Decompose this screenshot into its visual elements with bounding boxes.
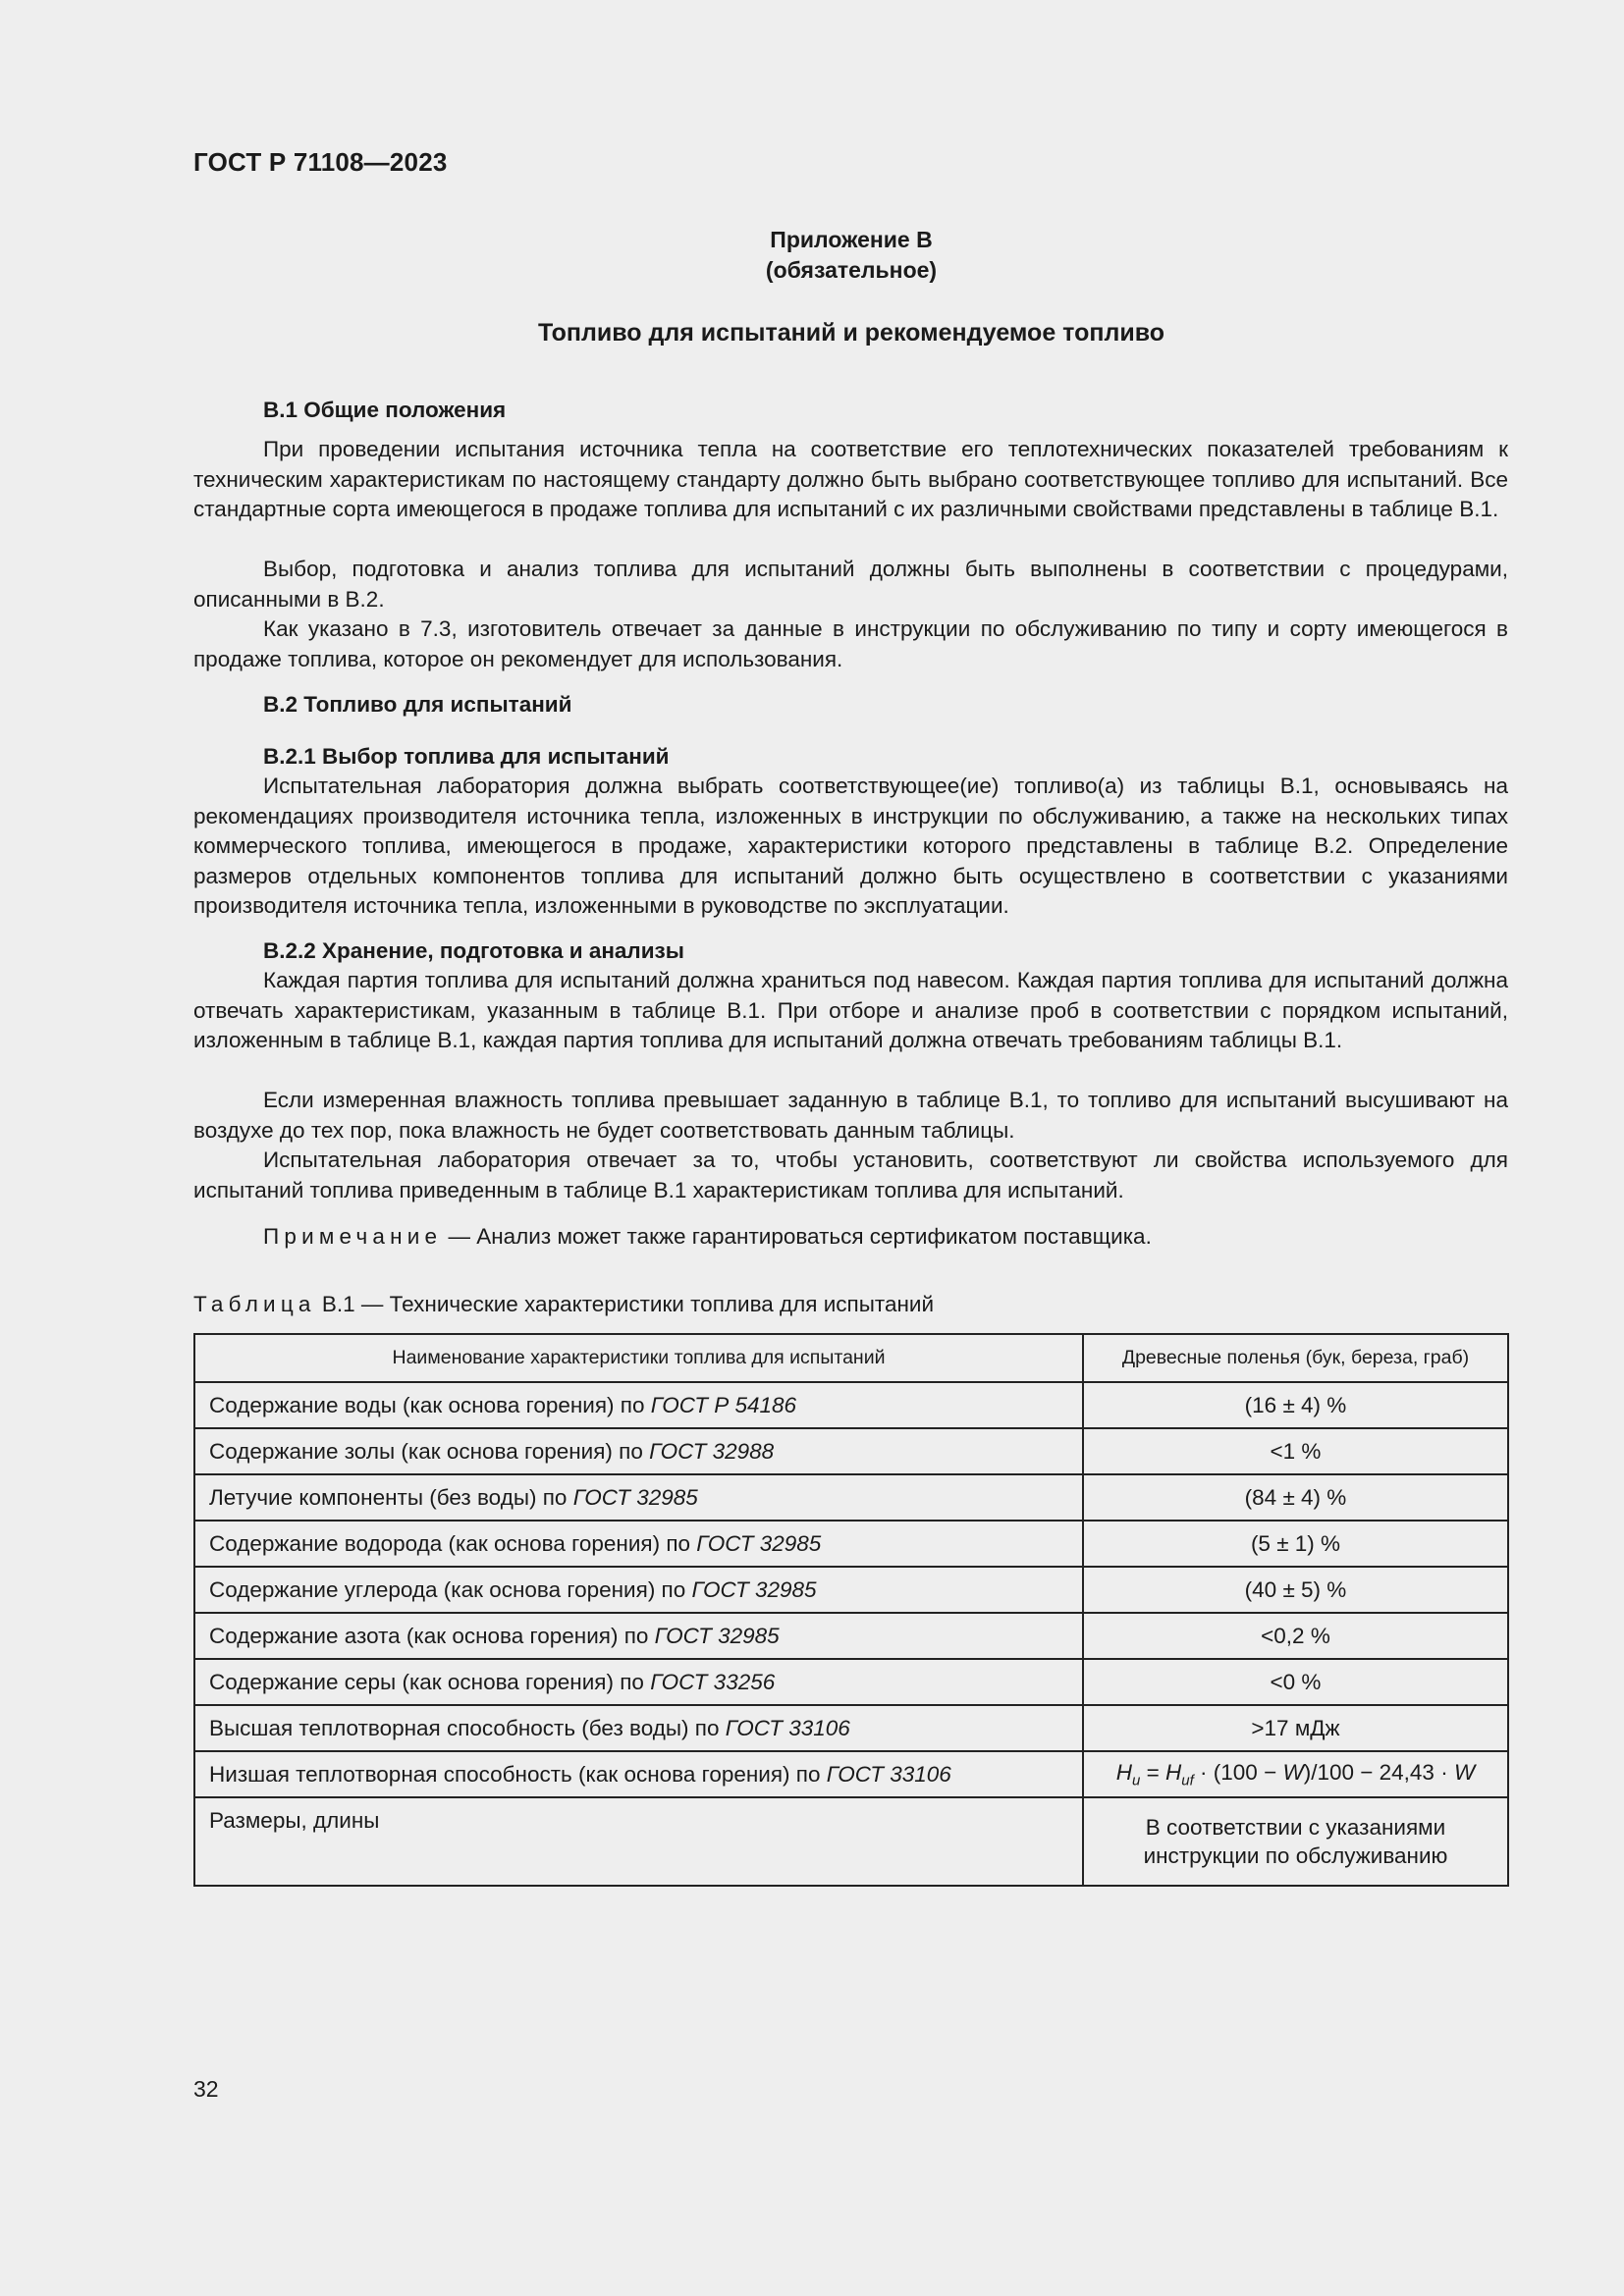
table-cell-name: Содержание воды (как основа горения) по ГОСТ Р 54186	[194, 1382, 1083, 1428]
table-row	[194, 1613, 1508, 1659]
table-header-fuel: Древесные поленья (бук, береза, граб)	[1083, 1334, 1508, 1382]
note	[263, 1224, 1152, 1250]
table-cell-value: (5 ± 1) %	[1083, 1521, 1508, 1567]
table-row	[194, 1751, 1508, 1797]
document-code: ГОСТ Р 71108—2023	[193, 147, 448, 177]
standard-reference: ГОСТ 32988	[649, 1438, 775, 1464]
table-row	[194, 1705, 1508, 1751]
table-row	[194, 1382, 1508, 1428]
table-cell-name: Высшая теплотворная способность (без воды) по ГОСТ 33106	[194, 1705, 1083, 1751]
standard-reference: ГОСТ 33106	[725, 1715, 850, 1740]
section-b1-paragraph-3: Как указано в 7.3, изготовитель отвечает за данные в инструкции по обслуживанию по типу и сорту имеющегося в продаже топлива, которое он рекомендует для использования.	[193, 616, 1508, 671]
net-calorific-formula: $H_u = H_{uf} \cdot (100 - W)/100 - 24,43 \cdot W$	[1083, 1751, 1508, 1797]
section-b21-paragraph: Испытательная лаборатория должна выбрать соответствующее(ие) топливо(а) из таблицы В.1, основываясь на рекомендациях производителя источника тепла, изложенных в инструкции по обслуживанию, а также на нескольких типах коммерческого топлива, имеющегося в продаже, характеристики которого представлены в таблице В.2. Определение размеров отдельных компонентов топлива для испытаний должно быть осуществлено в соответствии с указаниями производителя источника тепла, изложенными в руководстве по эксплуатации.	[193, 774, 1508, 918]
section-b22-paragraph-1: Каждая партия топлива для испытаний должна храниться под навесом. Каждая партия топлива для испытаний должна отвечать характеристикам, указанным в таблице В.1. При отборе и анализе проб в соответствии с порядком испытаний, изложенным в таблице В.1, каждая партия топлива для испытаний должна отвечать требованиям таблицы В.1.	[193, 968, 1508, 1052]
page-number: 32	[193, 2076, 219, 2102]
section-b2-heading: В.2 Топливо для испытаний	[263, 692, 572, 717]
standard-reference: ГОСТ 32985	[691, 1576, 817, 1602]
standard-reference: ГОСТ 32985	[572, 1484, 698, 1510]
table-cell-name: Содержание водорода (как основа горения) по ГОСТ 32985	[194, 1521, 1083, 1567]
table-cell-name: Размеры, длины	[194, 1797, 1083, 1886]
standard-reference: ГОСТ 33256	[650, 1669, 776, 1694]
table-cell-value: В соответствии с указаниями инструкции по обслуживанию	[1083, 1797, 1508, 1886]
section-b21-heading: В.2.1 Выбор топлива для испытаний	[263, 744, 670, 769]
section-b22-paragraph-2: Если измеренная влажность топлива превышает заданную в таблице В.1, то топливо для испытаний высушивают на воздухе до тех пор, пока влажность не будет соответствовать данным таблицы.	[193, 1088, 1508, 1143]
table-row	[194, 1521, 1508, 1567]
table-cell-value: >17 мДж	[1083, 1705, 1508, 1751]
fuel-spec-table	[193, 1333, 1509, 1887]
table-cell-name: Низшая теплотворная способность (как основа горения) по ГОСТ 33106	[194, 1751, 1083, 1797]
standard-reference: ГОСТ Р 54186	[650, 1392, 797, 1417]
table-row	[194, 1797, 1508, 1886]
table-row	[194, 1428, 1508, 1474]
table-row	[194, 1659, 1508, 1705]
section-b22-paragraph-3: Испытательная лаборатория отвечает за то, чтобы установить, соответствуют ли свойства используемого для испытаний топлива приведенным в таблице В.1 характеристикам топлива для испытаний.	[193, 1148, 1508, 1202]
table-cell-name: Летучие компоненты (без воды) по ГОСТ 32985	[194, 1474, 1083, 1521]
table-caption	[193, 1292, 934, 1317]
section-b22-heading: В.2.2 Хранение, подготовка и анализы	[263, 938, 684, 963]
annex-heading: Топливо для испытаний и рекомендуемое топливо	[537, 319, 1165, 347]
note-label: Примечание	[263, 1224, 443, 1249]
table-row	[194, 1567, 1508, 1613]
standard-reference: ГОСТ 32985	[696, 1530, 822, 1556]
table-cell-name: Содержание серы (как основа горения) по ГОСТ 33256	[194, 1659, 1083, 1705]
annex-type: (обязательное)	[765, 257, 938, 283]
section-b1-paragraph-2: Выбор, подготовка и анализ топлива для испытаний должны быть выполнены в соответствии с процедурами, описанными в В.2.	[193, 557, 1508, 612]
table-caption-text: В.1 — Технические характеристики топлива для испытаний	[315, 1292, 935, 1316]
standard-reference: ГОСТ 33106	[826, 1761, 951, 1787]
table-caption-label: Таблица	[193, 1292, 316, 1316]
table-cell-name: Содержание азота (как основа горения) по ГОСТ 32985	[194, 1613, 1083, 1659]
section-b1-paragraph-1: При проведении испытания источника тепла на соответствие его теплотехнических показателей требованиям к техническим характеристикам по настоящему стандарту должно быть выбрано соответствующее топливо для испытаний. Все стандартные сорта имеющегося в продаже топлива для испытаний с их различными свойствами представлены в таблице В.1.	[193, 437, 1508, 521]
table-cell-name: Содержание углерода (как основа горения) по ГОСТ 32985	[194, 1567, 1083, 1613]
table-header-characteristic: Наименование характеристики топлива для испытаний	[194, 1334, 1083, 1382]
table-cell-value: (40 ± 5) %	[1083, 1567, 1508, 1613]
table-cell-value: <0 %	[1083, 1659, 1508, 1705]
table-header-row	[194, 1334, 1508, 1382]
table-cell-value: (16 ± 4) %	[1083, 1382, 1508, 1428]
section-b1-heading: В.1 Общие положения	[263, 398, 507, 422]
table-cell-value: (84 ± 4) %	[1083, 1474, 1508, 1521]
annex-title: Приложение В	[770, 227, 933, 252]
table-cell-value: <0,2 %	[1083, 1613, 1508, 1659]
note-text: — Анализ может также гарантироваться сертификатом поставщика.	[442, 1224, 1152, 1249]
table-cell-name: Содержание золы (как основа горения) по ГОСТ 32988	[194, 1428, 1083, 1474]
table-row	[194, 1474, 1508, 1521]
standard-reference: ГОСТ 32985	[654, 1623, 780, 1648]
table-cell-value: <1 %	[1083, 1428, 1508, 1474]
